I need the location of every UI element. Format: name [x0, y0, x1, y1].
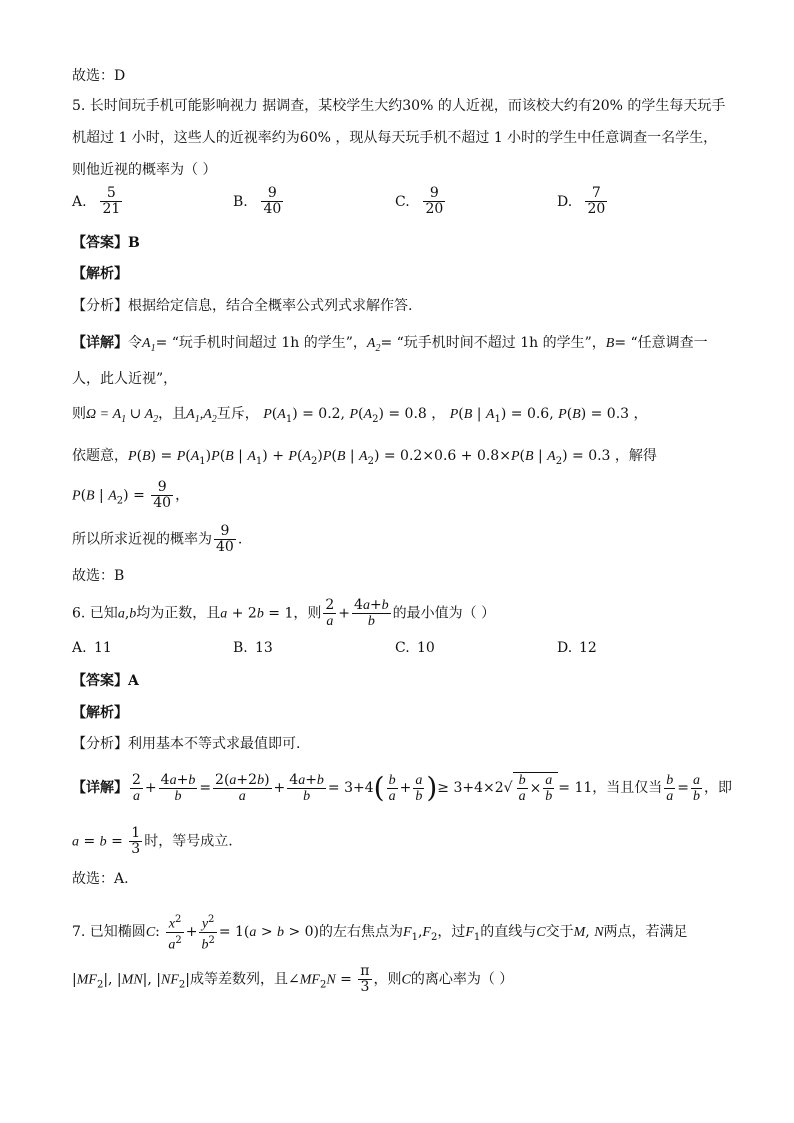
- q5-xiangjie-line1: 【详解】令$A_1=$ “玩手机时间超过 1h 的学生”，$A_2=$ “玩手机时间不超过 1h 的学生”，B= “任意调查一: [72, 335, 708, 354]
- q5-option-d[interactable]: D. $\frac{7}{20}$: [557, 185, 606, 217]
- q5-option-b[interactable]: B. $\frac{9}{40}$: [233, 185, 282, 217]
- q6-stem: 6. 已知a,b均为正数，且a + 2b = 1，则 $\frac{2}{a}$ + $\frac{4a+b}{b}$ 的最小值为（ ）: [72, 597, 496, 629]
- q6-xiangjie-line1: 【详解】 $\frac{2}{a}$ + $\frac{4a+b}{b}$ = $\frac{2(a+2b)}{a}$ + $\frac{4a+b}{b}$ = 3+4( $\frac{b}{a}$ + $\frac{a}{b}$ )≥ 3+4×2√ $\frac{b}{a}$ × $\frac{a}{b}$ = 11，当且仅当 $\frac{b}{a}$ = $\frac{a}{b}$ ，即: [72, 771, 733, 804]
- q5-xiangjie-line4: 依题意，$P(B) = P(A_1)P(B$ | $A_1) + P(A_2)P(B$ | $A_2) = 0.2\times 0.6 + 0.8\times P(B$ | $A_2) = 0.3$ ，解得: [72, 448, 657, 467]
- q5-xiangjie-line2: 人，此人近视”，: [72, 371, 178, 387]
- q5-fenxi: 【分析】根据给定信息，结合全概率公式列式求解作答.: [72, 298, 413, 314]
- q5-option-c[interactable]: C. $\frac{9}{20}$: [395, 185, 444, 217]
- q6-option-b[interactable]: B. 13: [233, 640, 273, 656]
- q6-fenxi: 【分析】利用基本不等式求最值即可.: [72, 736, 301, 752]
- q7-stem-line1: 7. 已知椭圆C: $\frac{x^2}{a^2}$ + $\frac{y^2}{b^2}$ = 1(a > b > 0)的左右焦点为$F_1,F_2$，过$F_1$的直线与C交于M, N两点，若满足: [72, 914, 688, 953]
- q6-option-d[interactable]: D. 12: [557, 640, 597, 656]
- q5-stem-line2: 机超过 1 小时，这些人的近视率约为60% ，现从每天玩手机不超过 1 小时的学生中任意调查一名学生，: [72, 130, 718, 146]
- q6-answer: 【答案】A: [72, 673, 139, 689]
- q5-xiangjie-line6: 所以所求近视的概率为 $\frac{9}{40}$ .: [72, 523, 243, 555]
- q5-option-a[interactable]: A. $\frac{5}{21}$: [72, 185, 121, 217]
- q7-stem-line2: $|MF_2|$, |MN|, $|NF_2|$成等差数列，且$\angle MF_2N$ = $\frac{\pi}{3}$ ，则C的离心率为（ ）: [72, 963, 514, 995]
- q6-option-c[interactable]: C. 10: [395, 640, 435, 656]
- q5-xiangjie-line3: 则$\Omega = A_1$ ∪ $A_2$，且$A_1,A_2$互斥， $P(A_1) = 0.2$, $P(A_2) = 0.8$ ， P(B | $A_1) = 0.6$, P(B) = 0.3 ，: [72, 406, 648, 425]
- q6-xiangjie-line2: a = b = $\frac{1}{3}$ 时，等号成立.: [72, 825, 233, 857]
- q4-choice: 故选：D: [72, 68, 126, 84]
- q5-answer: 【答案】B: [72, 235, 140, 251]
- q6-option-a[interactable]: A. 11: [72, 640, 112, 656]
- q5-stem-line3: 则他近视的概率为（ ）: [72, 162, 217, 178]
- q5-xiangjie-line5: P(B | $A_2$) = $\frac{9}{40}$ ，: [72, 479, 190, 511]
- q5-jiexi: 【解析】: [72, 266, 128, 282]
- q6-choice: 故选：A.: [72, 871, 129, 887]
- q5-choice: 故选：B: [72, 568, 125, 584]
- q6-jiexi: 【解析】: [72, 705, 128, 721]
- q5-stem-line1: 5. 长时间玩手机可能影响视力 据调查，某校学生大约30% 的人近视，而该校大约有20% 的学生每天玩手: [72, 98, 726, 114]
